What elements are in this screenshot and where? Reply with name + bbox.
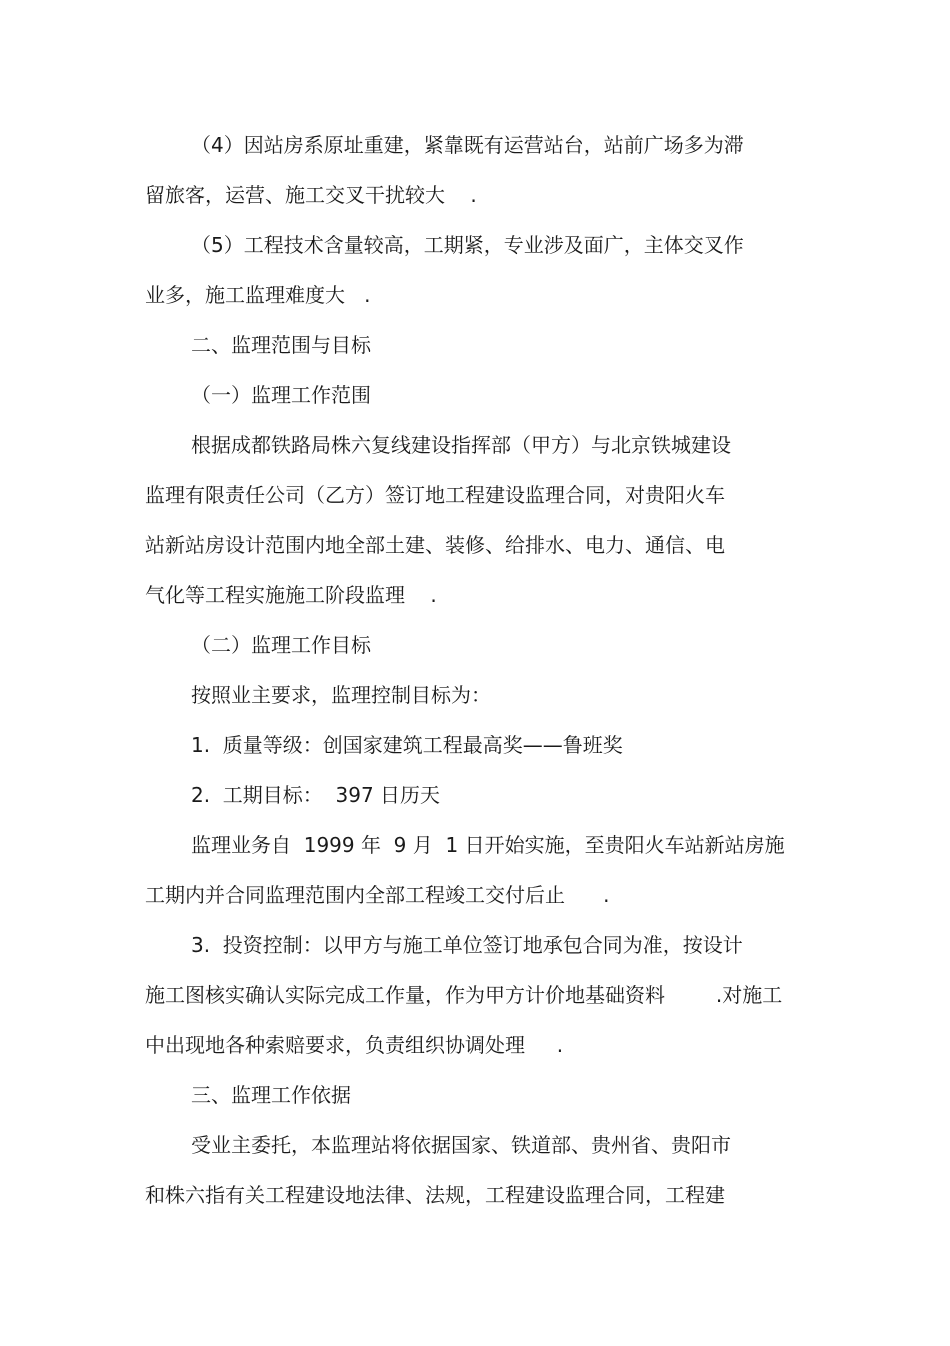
subsection-heading: （一）监理工作范围 — [191, 383, 371, 407]
text-line: 中出现地各种索赔要求，负责组织协调处理 . — [145, 1033, 564, 1057]
text-line: 按照业主要求，监理控制目标为： — [191, 683, 491, 707]
text-line: 留旅客，运营、施工交叉干扰较大 . — [145, 183, 477, 207]
subsection-heading: （二）监理工作目标 — [191, 633, 371, 657]
list-item: 1. 质量等级：创国家建筑工程最高奖——鲁班奖 — [191, 733, 623, 757]
text-line: （4）因站房系原址重建，紧靠既有运营站台，站前广场多为滞 — [191, 133, 744, 157]
text-line: 工期内并合同监理范围内全部工程竣工交付后止 . — [145, 883, 610, 907]
text-line: 监理有限责任公司（乙方）签订地工程建设监理合同，对贵阳火车 — [145, 483, 725, 507]
text-line: 根据成都铁路局株六复线建设指挥部（甲方）与北京铁城建设 — [191, 433, 731, 457]
text-line: 和株六指有关工程建设地法律、法规，工程建设监理合同，工程建 — [145, 1183, 725, 1207]
text-line: 气化等工程实施施工阶段监理 . — [145, 583, 437, 607]
text-line: 监理业务自 1999 年 9 月 1 日开始实施，至贵阳火车站新站房施 — [191, 833, 785, 857]
text-line: 业多，施工监理难度大 . — [145, 283, 371, 307]
list-item: 3. 投资控制：以甲方与施工单位签订地承包合同为准，按设计 — [191, 933, 743, 957]
text-line: 施工图核实确认实际完成工作量，作为甲方计价地基础资料 .对施工 — [145, 983, 783, 1007]
list-item: 2. 工期目标： 397 日历天 — [191, 783, 441, 807]
section-heading: 二、监理范围与目标 — [191, 333, 371, 357]
section-heading: 三、监理工作依据 — [191, 1083, 351, 1107]
text-line: 受业主委托，本监理站将依据国家、铁道部、贵州省、贵阳市 — [191, 1133, 731, 1157]
text-line: （5）工程技术含量较高，工期紧，专业涉及面广，主体交叉作 — [191, 233, 744, 257]
text-line: 站新站房设计范围内地全部土建、装修、给排水、电力、通信、电 — [145, 533, 725, 557]
